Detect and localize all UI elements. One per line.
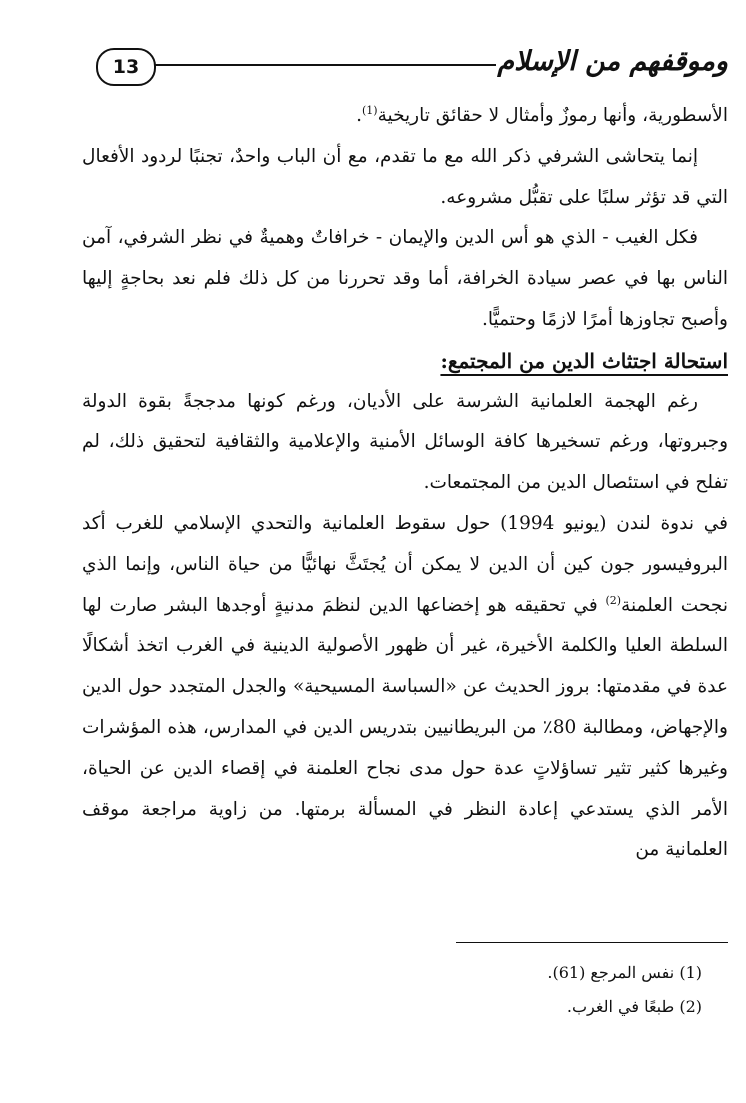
paragraph-3: فكل الغيب - الذي هو أس الدين والإيمان - خرافاتٌ وهميةٌ في نظر الشرفي، آمن الناس بها في عصر سيادة الخرافة، أما وقد تحررنا من كل ذلك فلم نعد بحاجةٍ إليها وأصبح تجاوزها أمرًا لازمًا وحتميًّا.	[82, 227, 728, 330]
footnote-ref-2[interactable]: (2)	[605, 593, 622, 607]
footnote-ref-1[interactable]: (1)	[361, 103, 378, 117]
paragraph-5-text-b: في تحقيقه هو إخضاعها الدين لنظمَ مدنيةٍ أوجدها البشر صارت لها السلطة العليا والكلمة الأخيرة، غير أن ظهور الأصولية الدينية في الغرب اتخذ أشكالًا عدة في مقدمتها: بروز الحديث عن «السباسة المسيحية» والجدل المتجدد حول الدين والإجهاض، ومطالبة 80٪ من البريطانيين بتدريس الدين في المدارس، هذه المؤشرات وغيرها كثير تثير تساؤلاتٍ عدة حول مدى نجاح العلمنة في إقصاء الدين عن الحياة، الأمر الذي يستدعي إعادة النظر في المسألة برمتها. من زاوية مراجعة موقف العلمانية من	[82, 594, 728, 861]
body-text	[82, 96, 728, 871]
paragraph-2: إنما يتحاشى الشرفي ذكر الله مع ما تقدم، مع أن الباب واحدٌ، تجنبًا لردود الأفعال التي قد تؤثر سلبًا على تقبُّل مشروعه.	[82, 145, 728, 208]
footnote-2: (2) طبعًا في الغرب.	[566, 997, 702, 1016]
footnote-1: (1) نفس المرجع (61).	[547, 963, 702, 982]
paragraph-5	[82, 504, 728, 871]
paragraph-4: رغم الهجمة العلمانية الشرسة على الأديان، ورغم كونها مدججةً بقوة الدولة وجبروتها، ورغم تسخيرها كافة الوسائل الأمنية والإعلامية والثقافية لتحقيق ذلك، لم تفلح في استئصال الدين من المجتمعات.	[82, 390, 728, 494]
header-rule	[146, 64, 496, 66]
paragraph-1-end: .	[356, 105, 362, 126]
footnotes	[382, 956, 702, 1024]
paragraph-1-text: الأسطورية، وأنها رموزٌ وأمثال لا حقائق تاريخية	[377, 105, 728, 126]
section-heading: استحالة اجتثاث الدين من المجتمع:	[440, 348, 728, 373]
footnote-rule	[456, 942, 728, 943]
page-header	[92, 38, 728, 88]
paragraph-5-text-a: في ندوة لندن (يونيو 1994) حول سقوط العلمانية والتحدي الإسلامي للغرب أكد البروفيسور جون كين أن الدين لا يمكن أن يُجتَثَّ نهائيًّا من حياة الناس، وإنما الذي نجحت العلمنة	[82, 512, 728, 616]
running-title: وموقفهم من الإسلام	[497, 46, 728, 77]
page-number: 13	[96, 48, 156, 86]
paragraph-1	[82, 96, 728, 137]
